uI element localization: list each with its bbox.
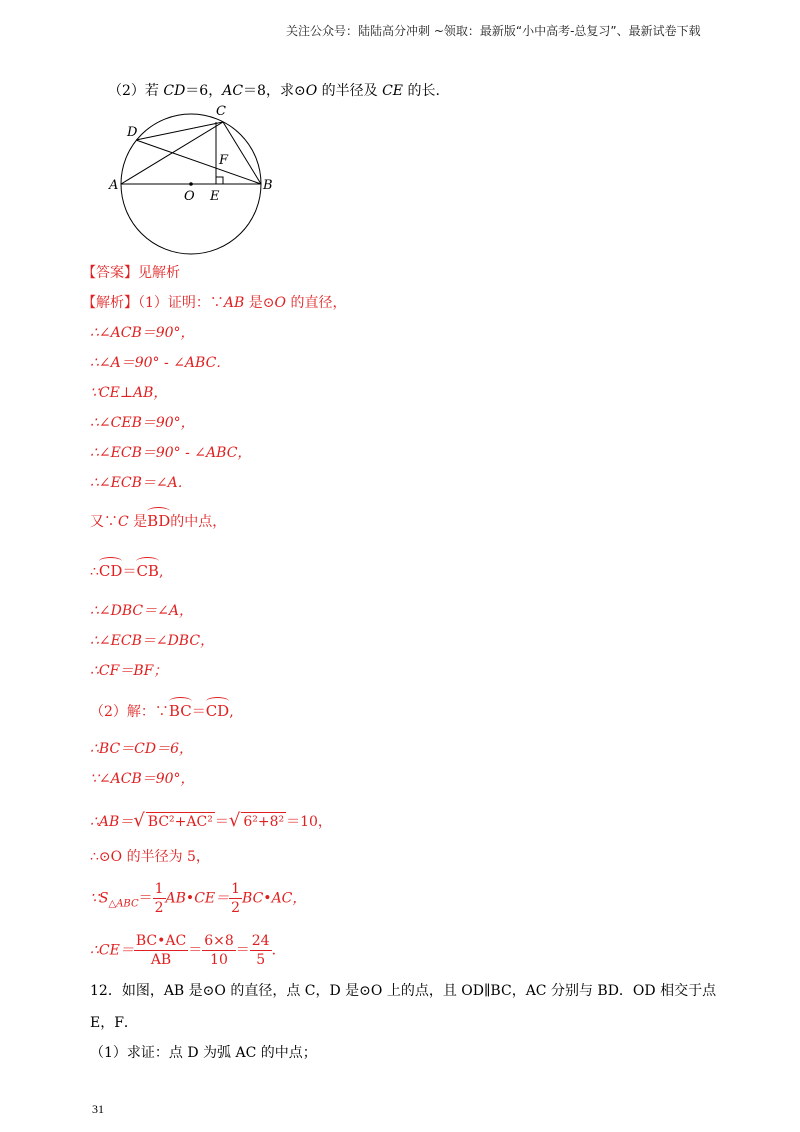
q2-eq6: ＝6， (185, 83, 223, 99)
l1-d: O (274, 295, 286, 311)
l13-eq: ＝ (191, 704, 206, 720)
label-a: A (109, 178, 119, 193)
question-2 (108, 82, 440, 100)
l16-end: ＝10， (286, 814, 332, 830)
l9-a: ∴ (90, 564, 99, 580)
arc-cb: CB (136, 562, 159, 580)
analysis-line-8 (90, 512, 226, 531)
frac2-den: 2 (231, 900, 241, 916)
frac2-num: 1 (231, 881, 241, 897)
answer-line (82, 264, 180, 282)
analysis-line-18 (90, 880, 306, 917)
arc-cd-2: CD (205, 702, 230, 720)
l1-b: AB (223, 295, 245, 311)
q2-o: O (305, 83, 318, 99)
analysis-line-2: ∴∠ACB＝90°， (90, 325, 195, 341)
fraction-ce-2 (202, 932, 236, 969)
frac4-num: 6×8 (204, 933, 234, 949)
analysis-tag: 【解析】 (82, 295, 138, 311)
q2-ce: CE (382, 83, 404, 99)
q2-eq8: ＝8，求⊙ (243, 83, 306, 99)
l1-c: 是⊙ (244, 295, 275, 311)
circle-geometry-figure (100, 100, 290, 260)
frac1-num: 1 (154, 881, 164, 897)
arc-bd: BD (147, 512, 171, 530)
label-f: F (219, 153, 229, 168)
frac5-den: 5 (256, 952, 266, 968)
l8-d: 的中点， (170, 514, 227, 530)
analysis-line-11: ∴∠ECB＝∠DBC， (90, 633, 215, 649)
radicand-1: BC²+AC² (147, 814, 213, 830)
l19-eq2: ＝ (235, 942, 250, 959)
label-e: E (210, 189, 220, 204)
l1-e: 的直径， (286, 295, 347, 311)
l13-a: （2）解：∵ (90, 704, 169, 720)
radicand-2: 6²+8² (243, 814, 285, 830)
l18-a: ∵S (90, 890, 109, 907)
l8-c: 是 (128, 514, 148, 530)
fraction-half-1 (153, 880, 166, 917)
q2-cd: CD (163, 83, 186, 99)
arc-cd: CD (98, 562, 123, 580)
question-12-line-3: （1）求证：点 D 为弧 AC 的中点； (90, 1045, 317, 1061)
page-header: 关注公众号：陆陆高分冲刺 ~领取：最新版“小中高考-总复习”、最新试卷下载 (286, 24, 701, 38)
q2-mid: 的半径及 (317, 83, 383, 99)
label-d: D (127, 125, 138, 140)
frac3-den: AB (150, 952, 172, 968)
answer-text: 见解析 (138, 265, 180, 281)
question-12-line-2: E，F． (90, 1015, 138, 1031)
l8-a: 又∵ (90, 514, 118, 530)
l18-c: AB•CE＝ (165, 890, 230, 907)
fraction-ce-3 (250, 932, 272, 969)
frac3-num: BC•AC (135, 933, 187, 949)
frac4-den: 10 (210, 952, 228, 968)
sqrt-sign-1: √ (133, 810, 145, 831)
l19-eq1: ＝ (188, 942, 203, 959)
analysis-line-13 (90, 702, 234, 721)
sqrt-sign-2: √ (228, 810, 241, 831)
analysis-line-5: ∴∠CEB＝90°， (90, 415, 195, 431)
analysis-line-14: ∴BC＝CD＝6， (90, 741, 194, 757)
label-o: O (184, 189, 195, 204)
l19-a: ∴CE＝ (90, 942, 134, 959)
page-number: 31 (92, 1102, 104, 1116)
chord-db (136, 140, 261, 184)
l18-sub: △ABC (108, 898, 139, 910)
l16-eq: ＝ (214, 814, 229, 830)
fraction-half-2 (229, 880, 242, 917)
arc-bc: BC (168, 702, 192, 720)
l19-end: ． (271, 942, 286, 959)
label-b: B (263, 178, 273, 193)
analysis-line-16 (90, 812, 332, 831)
l18-b: ＝ (138, 890, 153, 907)
l9-end: , (158, 564, 164, 580)
analysis-line-12: ∴CF＝BF； (90, 663, 168, 679)
label-c: C (216, 104, 226, 119)
analysis-line-19 (90, 932, 286, 969)
chord-dc (136, 122, 223, 140)
analysis-line-1 (82, 294, 346, 312)
analysis-line-3: ∴∠A＝90° - ∠ABC． (90, 355, 231, 371)
center-point-o (189, 182, 193, 186)
l9-eq: ＝ (122, 564, 137, 580)
analysis-line-9 (90, 562, 163, 581)
analysis-line-4: ∵CE⊥AB， (90, 385, 168, 401)
question-12-line-1: 12．如图，AB 是⊙O 的直径，点 C，D 是⊙O 上的点，且 OD∥BC，AC 分别与 BD．OD 相交于点 (90, 983, 717, 999)
analysis-line-15: ∵∠ACB＝90°， (90, 771, 195, 787)
q2-end: 的长. (403, 83, 440, 99)
analysis-line-6: ∴∠ECB＝90° - ∠ABC， (90, 445, 252, 461)
q2-ac: AC (222, 83, 244, 99)
fraction-ce-1 (134, 932, 188, 969)
q2-prefix: （2）若 (108, 83, 164, 99)
l8-b: C (118, 514, 129, 530)
answer-tag: 【答案】 (82, 265, 138, 281)
l13-end: , (229, 704, 234, 720)
right-angle-mark (216, 177, 223, 184)
chord-cb (223, 122, 261, 184)
l18-d: BC•AC， (242, 890, 307, 907)
analysis-line-17: ∴⊙O 的半径为 5， (90, 849, 210, 865)
l1-a: （1）证明：∵ (138, 295, 224, 311)
analysis-line-10: ∴∠DBC＝∠A， (90, 603, 193, 619)
analysis-line-7: ∴∠ECB＝∠A． (90, 475, 192, 491)
l16-a: ∴AB＝ (90, 814, 134, 830)
frac5-num: 24 (251, 933, 270, 949)
frac1-den: 2 (154, 900, 164, 916)
